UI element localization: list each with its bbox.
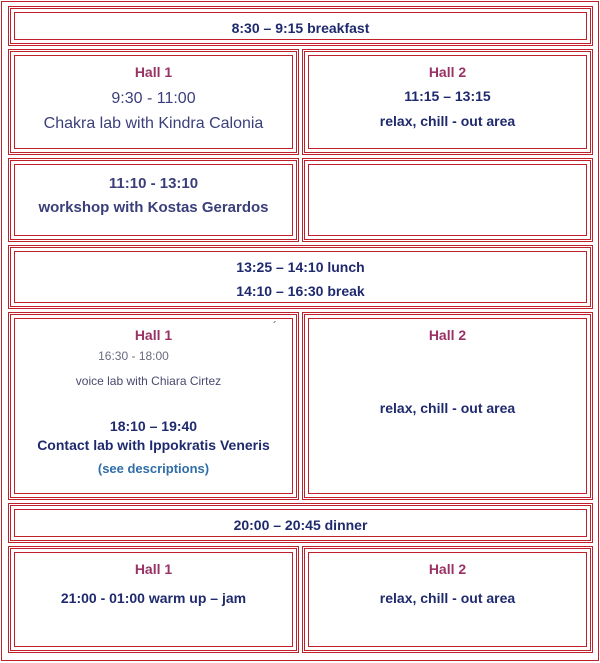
- hall1-afternoon-cell: [8, 312, 299, 500]
- see-descriptions-link[interactable]: (see descriptions): [97, 461, 210, 476]
- midday-row: [8, 245, 593, 309]
- contact-desc: Contact lab with Ippokratis Veneris: [37, 437, 270, 453]
- voice-desc: voice lab with Chiara Cirtez: [75, 374, 222, 388]
- stray-mark: ´: [273, 319, 277, 333]
- hall1-evening-cell: [8, 546, 299, 653]
- workshop-time: 11:10 - 13:10: [108, 175, 199, 192]
- workshop-desc: workshop with Kostas Gerardos: [38, 199, 269, 216]
- dinner-label: 20:00 – 20:45 dinner: [233, 517, 368, 533]
- hall2-afternoon-cell: [302, 312, 593, 500]
- voice-time: 16:30 - 18:00: [98, 349, 169, 363]
- hall1-evening-label: Hall 1: [134, 561, 173, 577]
- relax-evening-desc: relax, chill - out area: [379, 590, 516, 606]
- hall2-morning-cell: [302, 49, 593, 155]
- relax-time: 11:15 – 13:15: [404, 88, 491, 104]
- hall2-label: Hall 2: [428, 64, 467, 80]
- contact-time: 18:10 – 19:40: [109, 418, 198, 434]
- hall1-label: Hall 1: [134, 64, 173, 80]
- hall2-evening-cell: [302, 546, 593, 653]
- hall1-morning-cell: [8, 49, 299, 155]
- hall2-afternoon-label: Hall 2: [428, 327, 467, 343]
- breakfast-label: 8:30 – 9:15 breakfast: [231, 20, 370, 36]
- breakfast-row: [8, 6, 593, 46]
- dinner-row: [8, 503, 593, 543]
- hall1-afternoon-label: Hall 1: [134, 327, 173, 343]
- break-label: 14:10 – 16:30 break: [236, 283, 365, 299]
- empty-cell: [302, 158, 593, 242]
- chakra-time: 9:30 - 11:00: [111, 90, 196, 107]
- relax-afternoon-desc: relax, chill - out area: [379, 400, 516, 416]
- workshop-cell: [8, 158, 299, 242]
- lunch-label: 13:25 – 14:10 lunch: [236, 259, 365, 275]
- hall2-evening-label: Hall 2: [428, 561, 467, 577]
- relax-desc: relax, chill - out area: [379, 113, 516, 129]
- chakra-desc: Chakra lab with Kindra Calonia: [43, 115, 264, 132]
- jam-desc: 21:00 - 01:00 warm up – jam: [60, 590, 247, 606]
